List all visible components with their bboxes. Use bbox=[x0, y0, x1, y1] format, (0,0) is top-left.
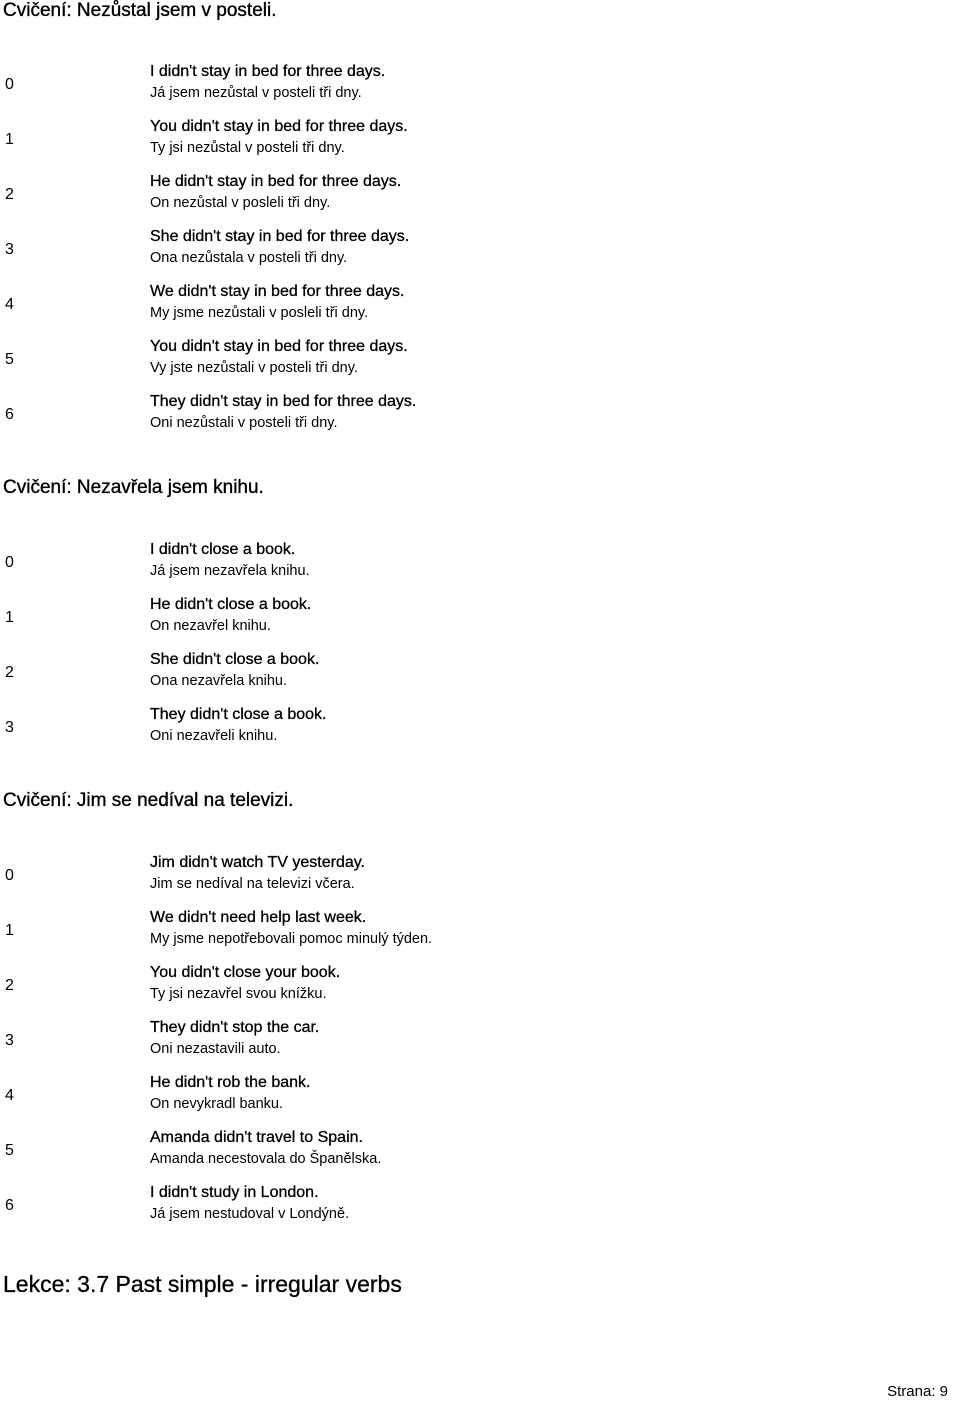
list-item bbox=[0, 853, 960, 908]
list-item bbox=[0, 908, 960, 963]
lesson-title: Lekce: 3.7 Past simple - irregular verbs bbox=[3, 1271, 402, 1297]
item-czech: Amanda necestovala do Španělska. bbox=[150, 1151, 382, 1167]
item-number: 3 bbox=[5, 719, 14, 736]
item-czech: My jsme nezůstali v posleli tři dny. bbox=[150, 305, 369, 321]
item-czech: On nezavřel knihu. bbox=[150, 618, 271, 634]
item-number: 4 bbox=[5, 1087, 14, 1104]
item-english: He didn't close a book. bbox=[150, 596, 312, 613]
item-number: 2 bbox=[5, 977, 14, 994]
list-item bbox=[0, 172, 960, 227]
item-number: 0 bbox=[5, 554, 14, 571]
item-number: 5 bbox=[5, 351, 14, 368]
item-number: 5 bbox=[5, 1142, 14, 1159]
item-number: 2 bbox=[5, 186, 14, 203]
item-czech: Ona nezavřela knihu. bbox=[150, 673, 288, 689]
item-czech: Já jsem nezůstal v posteli tři dny. bbox=[150, 85, 362, 101]
item-czech: Oni nezavřeli knihu. bbox=[150, 728, 278, 744]
item-czech: Ty jsi nezavřel svou knížku. bbox=[150, 986, 327, 1002]
item-english: She didn't stay in bed for three days. bbox=[150, 228, 410, 245]
list-item bbox=[0, 117, 960, 172]
item-english: You didn't stay in bed for three days. bbox=[150, 338, 408, 355]
list-item bbox=[0, 392, 960, 447]
item-english: They didn't close a book. bbox=[150, 706, 327, 723]
item-number: 1 bbox=[5, 922, 14, 939]
list-item bbox=[0, 595, 960, 650]
list-item bbox=[0, 1183, 960, 1238]
item-czech: Ty jsi nezůstal v posteli tři dny. bbox=[150, 140, 345, 156]
list-item bbox=[0, 227, 960, 282]
item-english: I didn't close a book. bbox=[150, 541, 296, 558]
item-english: We didn't need help last week. bbox=[150, 909, 367, 926]
item-number: 3 bbox=[5, 241, 14, 258]
list-item bbox=[0, 1128, 960, 1183]
list-item bbox=[0, 650, 960, 705]
item-english: They didn't stop the car. bbox=[150, 1019, 320, 1036]
list-item bbox=[0, 282, 960, 337]
list-item bbox=[0, 1073, 960, 1128]
list-item bbox=[0, 62, 960, 117]
list-item bbox=[0, 705, 960, 760]
item-number: 6 bbox=[5, 1197, 14, 1214]
item-czech: Vy jste nezůstali v posteli tři dny. bbox=[150, 360, 358, 376]
item-czech: On nevykradl banku. bbox=[150, 1096, 283, 1112]
item-english: You didn't close your book. bbox=[150, 964, 341, 981]
item-english: Amanda didn't travel to Spain. bbox=[150, 1129, 363, 1146]
item-english: She didn't close a book. bbox=[150, 651, 320, 668]
item-czech: Ona nezůstala v posteli tři dny. bbox=[150, 250, 348, 266]
list-item bbox=[0, 1018, 960, 1073]
item-czech: On nezůstal v posleli tři dny. bbox=[150, 195, 331, 211]
section-title: Cvičení: Jim se nedíval na televizi. bbox=[3, 790, 294, 811]
item-english: They didn't stay in bed for three days. bbox=[150, 393, 417, 410]
item-number: 3 bbox=[5, 1032, 14, 1049]
item-number: 1 bbox=[5, 131, 14, 148]
section-title: Cvičení: Nezavřela jsem knihu. bbox=[3, 477, 264, 498]
item-number: 1 bbox=[5, 609, 14, 626]
item-number: 6 bbox=[5, 406, 14, 423]
item-english: I didn't study in London. bbox=[150, 1184, 319, 1201]
item-czech: Oni nezůstali v posteli tři dny. bbox=[150, 415, 338, 431]
list-item bbox=[0, 337, 960, 392]
item-english: He didn't rob the bank. bbox=[150, 1074, 311, 1091]
item-number: 0 bbox=[5, 76, 14, 93]
item-english: We didn't stay in bed for three days. bbox=[150, 283, 405, 300]
item-czech: Já jsem nestudoval v Londýně. bbox=[150, 1206, 350, 1222]
item-english: You didn't stay in bed for three days. bbox=[150, 118, 408, 135]
item-czech: My jsme nepotřebovali pomoc minulý týden. bbox=[150, 931, 433, 947]
section-title: Cvičení: Nezůstal jsem v posteli. bbox=[3, 0, 277, 21]
item-number: 2 bbox=[5, 664, 14, 681]
item-english: Jim didn't watch TV yesterday. bbox=[150, 854, 365, 871]
item-number: 4 bbox=[5, 296, 14, 313]
item-czech: Oni nezastavili auto. bbox=[150, 1041, 281, 1057]
item-number: 0 bbox=[5, 867, 14, 884]
list-item bbox=[0, 540, 960, 595]
item-czech: Jim se nedíval na televizi včera. bbox=[150, 876, 355, 892]
item-english: I didn't stay in bed for three days. bbox=[150, 63, 386, 80]
list-item bbox=[0, 963, 960, 1018]
item-czech: Já jsem nezavřela knihu. bbox=[150, 563, 310, 579]
item-english: He didn't stay in bed for three days. bbox=[150, 173, 402, 190]
page-number: Strana: 9 bbox=[887, 1383, 948, 1400]
